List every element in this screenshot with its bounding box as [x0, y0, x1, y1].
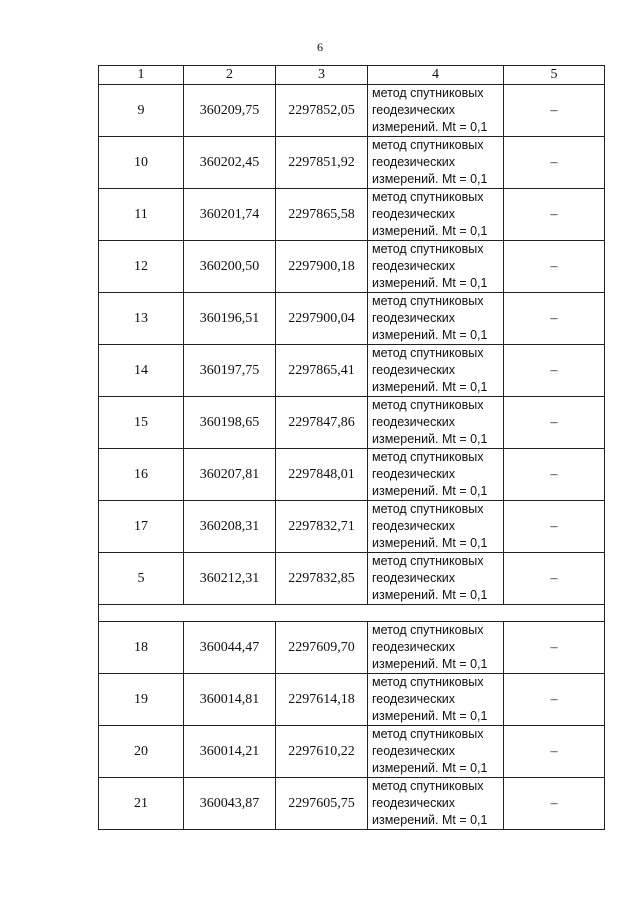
- method-line: измерений. Mt = 0,1: [372, 276, 488, 290]
- header-cell-4: 4: [368, 66, 504, 85]
- method-cell: [368, 501, 504, 553]
- note-cell: –: [504, 397, 605, 449]
- method-cell: [368, 674, 504, 726]
- method-cell: [368, 293, 504, 345]
- x-coordinate-cell: 360200,50: [184, 241, 276, 293]
- point-number-cell: 19: [99, 674, 184, 726]
- method-line: геодезических: [372, 259, 456, 273]
- method-line: измерений. Mt = 0,1: [372, 172, 488, 186]
- x-coordinate-cell: 360212,31: [184, 553, 276, 605]
- table-row: [99, 553, 605, 605]
- table-row: [99, 189, 605, 241]
- table-row: [99, 726, 605, 778]
- note-cell: –: [504, 501, 605, 553]
- method-line: геодезических: [372, 744, 456, 758]
- method-line: геодезических: [372, 571, 456, 585]
- point-number-cell: 15: [99, 397, 184, 449]
- coordinates-table-body: [99, 66, 605, 830]
- note-cell: –: [504, 345, 605, 397]
- coordinates-table: [98, 65, 605, 830]
- method-cell: [368, 449, 504, 501]
- note-cell: –: [504, 726, 605, 778]
- method-line: метод спутниковых: [372, 294, 484, 308]
- point-number-cell: 14: [99, 345, 184, 397]
- method-line: геодезических: [372, 640, 456, 654]
- method-line: измерений. Mt = 0,1: [372, 536, 488, 550]
- x-coordinate-cell: 360044,47: [184, 622, 276, 674]
- x-coordinate-cell: 360196,51: [184, 293, 276, 345]
- table-row: [99, 241, 605, 293]
- y-coordinate-cell: 2297832,71: [276, 501, 368, 553]
- x-coordinate-cell: 360043,87: [184, 778, 276, 830]
- y-coordinate-cell: 2297848,01: [276, 449, 368, 501]
- method-cell: [368, 778, 504, 830]
- table-row: [99, 397, 605, 449]
- method-line: метод спутниковых: [372, 779, 484, 793]
- method-cell: [368, 241, 504, 293]
- y-coordinate-cell: 2297609,70: [276, 622, 368, 674]
- point-number-cell: 13: [99, 293, 184, 345]
- method-line: метод спутниковых: [372, 675, 484, 689]
- method-line: измерений. Mt = 0,1: [372, 709, 488, 723]
- header-cell-5: 5: [504, 66, 605, 85]
- method-line: метод спутниковых: [372, 554, 484, 568]
- point-number-cell: 12: [99, 241, 184, 293]
- note-cell: –: [504, 137, 605, 189]
- point-number-cell: 10: [99, 137, 184, 189]
- method-line: геодезических: [372, 155, 456, 169]
- y-coordinate-cell: 2297865,41: [276, 345, 368, 397]
- x-coordinate-cell: 360209,75: [184, 85, 276, 137]
- method-line: измерений. Mt = 0,1: [372, 380, 488, 394]
- method-line: геодезических: [372, 692, 456, 706]
- method-line: измерений. Mt = 0,1: [372, 657, 488, 671]
- method-line: метод спутниковых: [372, 398, 484, 412]
- x-coordinate-cell: 360198,65: [184, 397, 276, 449]
- method-line: метод спутниковых: [372, 727, 484, 741]
- header-row: [99, 66, 605, 85]
- method-line: метод спутниковых: [372, 86, 484, 100]
- table-row: [99, 293, 605, 345]
- method-cell: [368, 345, 504, 397]
- method-line: геодезических: [372, 311, 456, 325]
- method-line: метод спутниковых: [372, 242, 484, 256]
- table-row: [99, 137, 605, 189]
- group-separator-cell: [99, 605, 605, 622]
- y-coordinate-cell: 2297847,86: [276, 397, 368, 449]
- y-coordinate-cell: 2297900,04: [276, 293, 368, 345]
- y-coordinate-cell: 2297832,85: [276, 553, 368, 605]
- point-number-cell: 21: [99, 778, 184, 830]
- point-number-cell: 5: [99, 553, 184, 605]
- method-line: метод спутниковых: [372, 623, 484, 637]
- method-cell: [368, 553, 504, 605]
- point-number-cell: 20: [99, 726, 184, 778]
- method-line: геодезических: [372, 415, 456, 429]
- method-line: метод спутниковых: [372, 502, 484, 516]
- point-number-cell: 11: [99, 189, 184, 241]
- y-coordinate-cell: 2297610,22: [276, 726, 368, 778]
- method-line: измерений. Mt = 0,1: [372, 224, 488, 238]
- x-coordinate-cell: 360201,74: [184, 189, 276, 241]
- table-row: [99, 501, 605, 553]
- table-row: [99, 622, 605, 674]
- y-coordinate-cell: 2297852,05: [276, 85, 368, 137]
- table-row: [99, 449, 605, 501]
- method-cell: [368, 397, 504, 449]
- method-cell: [368, 189, 504, 241]
- method-line: измерений. Mt = 0,1: [372, 432, 488, 446]
- note-cell: –: [504, 449, 605, 501]
- method-line: измерений. Mt = 0,1: [372, 588, 488, 602]
- note-cell: –: [504, 189, 605, 241]
- method-cell: [368, 726, 504, 778]
- note-cell: –: [504, 85, 605, 137]
- note-cell: –: [504, 674, 605, 726]
- method-line: геодезических: [372, 207, 456, 221]
- y-coordinate-cell: 2297865,58: [276, 189, 368, 241]
- x-coordinate-cell: 360208,31: [184, 501, 276, 553]
- method-line: измерений. Mt = 0,1: [372, 120, 488, 134]
- x-coordinate-cell: 360014,21: [184, 726, 276, 778]
- method-line: метод спутниковых: [372, 190, 484, 204]
- x-coordinate-cell: 360202,45: [184, 137, 276, 189]
- method-line: измерений. Mt = 0,1: [372, 761, 488, 775]
- method-line: измерений. Mt = 0,1: [372, 484, 488, 498]
- header-cell-2: 2: [184, 66, 276, 85]
- method-cell: [368, 137, 504, 189]
- method-line: геодезических: [372, 796, 456, 810]
- table-row: [99, 345, 605, 397]
- point-number-cell: 18: [99, 622, 184, 674]
- header-cell-3: 3: [276, 66, 368, 85]
- note-cell: –: [504, 778, 605, 830]
- page-number: 6: [317, 40, 323, 54]
- method-line: измерений. Mt = 0,1: [372, 328, 488, 342]
- y-coordinate-cell: 2297851,92: [276, 137, 368, 189]
- method-cell: [368, 85, 504, 137]
- header-cell-1: 1: [99, 66, 184, 85]
- method-line: геодезических: [372, 363, 456, 377]
- x-coordinate-cell: 360014,81: [184, 674, 276, 726]
- method-line: метод спутниковых: [372, 346, 484, 360]
- method-line: измерений. Mt = 0,1: [372, 813, 488, 827]
- point-number-cell: 9: [99, 85, 184, 137]
- x-coordinate-cell: 360197,75: [184, 345, 276, 397]
- method-cell: [368, 622, 504, 674]
- note-cell: –: [504, 293, 605, 345]
- table-row: [99, 778, 605, 830]
- table-row: [99, 674, 605, 726]
- method-line: геодезических: [372, 519, 456, 533]
- table-row: [99, 85, 605, 137]
- group-separator-row: [99, 605, 605, 622]
- point-number-cell: 16: [99, 449, 184, 501]
- method-line: геодезических: [372, 467, 456, 481]
- note-cell: –: [504, 622, 605, 674]
- method-line: метод спутниковых: [372, 138, 484, 152]
- y-coordinate-cell: 2297614,18: [276, 674, 368, 726]
- method-line: метод спутниковых: [372, 450, 484, 464]
- y-coordinate-cell: 2297900,18: [276, 241, 368, 293]
- note-cell: –: [504, 241, 605, 293]
- y-coordinate-cell: 2297605,75: [276, 778, 368, 830]
- method-line: геодезических: [372, 103, 456, 117]
- point-number-cell: 17: [99, 501, 184, 553]
- x-coordinate-cell: 360207,81: [184, 449, 276, 501]
- note-cell: –: [504, 553, 605, 605]
